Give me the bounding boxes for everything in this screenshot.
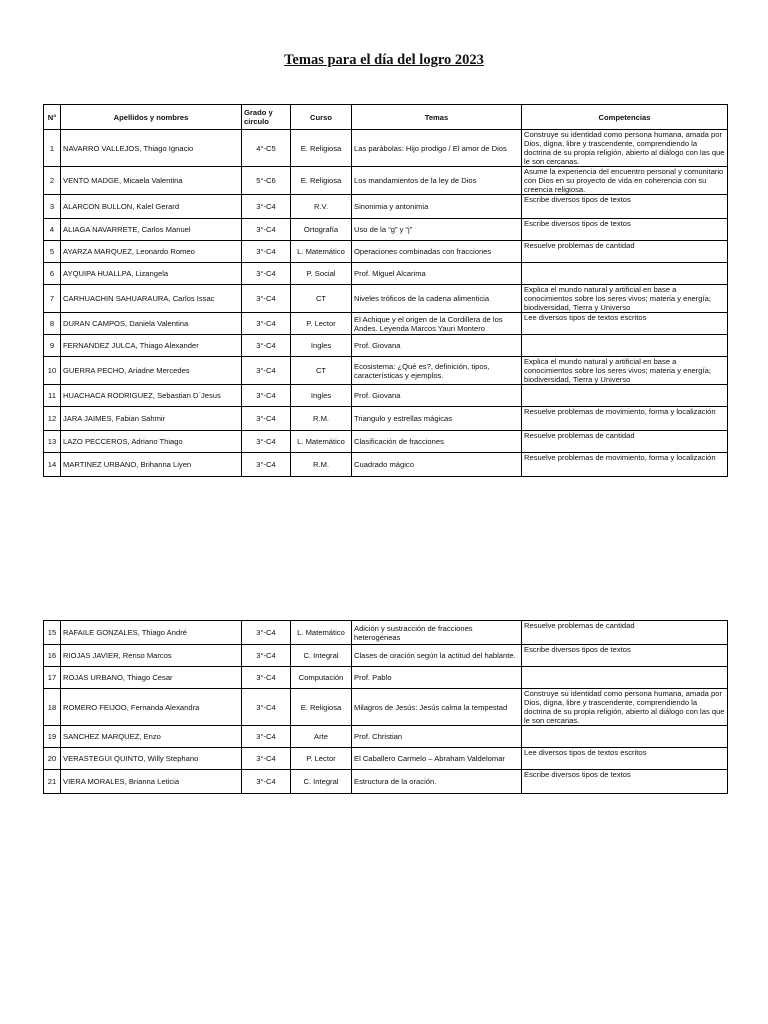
- topic: Cuadrado mágico: [352, 453, 522, 477]
- row-number: 9: [44, 335, 61, 357]
- topics-table-continued: [43, 620, 728, 794]
- competency: Construye su identidad como persona humana, amada por Dios, digna, libre y trascendente, comprendiendo la doctrina de su propia religión, abierto al diálogo con las que le son cercanas.: [522, 689, 728, 726]
- header-skills: Competencias: [522, 105, 728, 130]
- competency: [522, 667, 728, 689]
- grade-circle: 3°-C4: [242, 748, 291, 770]
- course: L. Matemático: [291, 431, 352, 453]
- table-row: [44, 385, 728, 407]
- header-row: [44, 105, 728, 130]
- grade-circle: 3°-C4: [242, 726, 291, 748]
- table-row: [44, 219, 728, 241]
- topic: Milagros de Jesús: Jesús calma la tempestad: [352, 689, 522, 726]
- student-name: RAFAILE GONZALES, Thiago André: [61, 621, 242, 645]
- grade-circle: 3°-C4: [242, 667, 291, 689]
- grade-circle: 3°-C4: [242, 357, 291, 385]
- course: L. Matemático: [291, 621, 352, 645]
- course: R.M.: [291, 453, 352, 477]
- table-row: [44, 313, 728, 335]
- header-grade: Grado y circulo: [242, 105, 291, 130]
- student-name: AYARZA MARQUEZ, Leonardo Romeo: [61, 241, 242, 263]
- row-number: 10: [44, 357, 61, 385]
- grade-circle: 5°-C6: [242, 167, 291, 195]
- grade-circle: 4°-C5: [242, 130, 291, 167]
- course: C. Integral: [291, 645, 352, 667]
- student-name: SANCHEZ MARQUEZ, Enzo: [61, 726, 242, 748]
- row-number: 6: [44, 263, 61, 285]
- row-number: 12: [44, 407, 61, 431]
- topic: Ecosistema: ¿Qué es?, definición, tipos, características y ejemplos.: [352, 357, 522, 385]
- competency: Construye su identidad como persona humana, amada por Dios, digna, libre y trascendente, comprendiendo la doctrina de su propia religión, abierto al diálogo con las que le son cercanas.: [522, 130, 728, 167]
- competency: [522, 335, 728, 357]
- table-row: [44, 667, 728, 689]
- table-row: [44, 285, 728, 313]
- topic: Uso de la “g” y “j”: [352, 219, 522, 241]
- topics-table: [43, 104, 728, 477]
- table-row: [44, 241, 728, 263]
- table-row: [44, 621, 728, 645]
- topic: Prof. Pablo: [352, 667, 522, 689]
- student-name: JARA JAIMES, Fabian Sahmir: [61, 407, 242, 431]
- topic: Adición y sustracción de fracciones heterogéneas: [352, 621, 522, 645]
- topic: Estructura de la oración.: [352, 770, 522, 794]
- course: L. Matemático: [291, 241, 352, 263]
- competency: Lee diversos tipos de textos escritos: [522, 313, 728, 335]
- grade-circle: 3°-C4: [242, 431, 291, 453]
- course: R.V.: [291, 195, 352, 219]
- competency: Resuelve problemas de movimiento, forma y localización: [522, 453, 728, 477]
- course: P. Lector: [291, 313, 352, 335]
- topic: Operaciones combinadas con fracciones: [352, 241, 522, 263]
- grade-circle: 3°-C4: [242, 335, 291, 357]
- course: E. Religiosa: [291, 130, 352, 167]
- competency: Resuelve problemas de cantidad: [522, 431, 728, 453]
- row-number: 17: [44, 667, 61, 689]
- row-number: 19: [44, 726, 61, 748]
- student-name: VIERA MORALES, Brianna Leticia: [61, 770, 242, 794]
- row-number: 21: [44, 770, 61, 794]
- grade-circle: 3°-C4: [242, 645, 291, 667]
- competency: Explica el mundo natural y artificial en base a conocimientos sobre los seres vivos; materia y energía; biodiversidad, Tierra y Universo: [522, 357, 728, 385]
- competency: [522, 263, 728, 285]
- course: P. Social: [291, 263, 352, 285]
- row-number: 15: [44, 621, 61, 645]
- row-number: 2: [44, 167, 61, 195]
- row-number: 4: [44, 219, 61, 241]
- table-row: [44, 263, 728, 285]
- course: Ingles: [291, 335, 352, 357]
- competency: Escribe diversos tipos de textos: [522, 219, 728, 241]
- student-name: AYQUIPA HUALLPA, Lizangela: [61, 263, 242, 285]
- student-name: VENTO MADGE, Micaela Valentina: [61, 167, 242, 195]
- topic: Niveles tróficos de la cadena alimenticia: [352, 285, 522, 313]
- course: P. Lector: [291, 748, 352, 770]
- course: E. Religiosa: [291, 689, 352, 726]
- row-number: 18: [44, 689, 61, 726]
- grade-circle: 3°-C4: [242, 621, 291, 645]
- course: Ortografía: [291, 219, 352, 241]
- topic: Las parábolas: Hijo prodigo / El amor de Dios: [352, 130, 522, 167]
- row-number: 20: [44, 748, 61, 770]
- row-number: 7: [44, 285, 61, 313]
- student-name: VERASTEGUI QUINTO, Willy Stephano: [61, 748, 242, 770]
- student-name: ALARCON BULLON, Kalel Gerard: [61, 195, 242, 219]
- topic: Prof. Miguel Alcarima: [352, 263, 522, 285]
- table-row: [44, 726, 728, 748]
- student-name: NAVARRO VALLEJOS, Thiago Ignacio: [61, 130, 242, 167]
- topic: Los mandamientos de la ley de Dios: [352, 167, 522, 195]
- topic: Clases de oración según la actitud del hablante.: [352, 645, 522, 667]
- table-row: [44, 130, 728, 167]
- table-row: [44, 689, 728, 726]
- grade-circle: 3°-C4: [242, 385, 291, 407]
- row-number: 1: [44, 130, 61, 167]
- table-row: [44, 453, 728, 477]
- student-name: RIOJAS JAVIER, Renso Marcos: [61, 645, 242, 667]
- course: C. Integral: [291, 770, 352, 794]
- competency: Asume la experiencia del encuentro personal y comunitario con Dios en su proyecto de vida en coherencia con su creencia religiosa.: [522, 167, 728, 195]
- student-name: LAZO PECCEROS, Adriano Thiago: [61, 431, 242, 453]
- header-topic: Temas: [352, 105, 522, 130]
- row-number: 13: [44, 431, 61, 453]
- competency: Escribe diversos tipos de textos: [522, 645, 728, 667]
- topic: Prof. Christian: [352, 726, 522, 748]
- topic: Prof. Giovana: [352, 335, 522, 357]
- header-course: Curso: [291, 105, 352, 130]
- document-title: Temas para el día del logro 2023: [284, 52, 484, 68]
- grade-circle: 3°-C4: [242, 195, 291, 219]
- student-name: GUERRA PECHO, Ariadne Mercedes: [61, 357, 242, 385]
- course: Ingles: [291, 385, 352, 407]
- table-body: [44, 130, 728, 477]
- row-number: 8: [44, 313, 61, 335]
- topic: Triangulo y estrellas mágicas: [352, 407, 522, 431]
- competency: [522, 385, 728, 407]
- competency: Resuelve problemas de movimiento, forma y localización: [522, 407, 728, 431]
- grade-circle: 3°-C4: [242, 241, 291, 263]
- competency: Lee diversos tipos de textos escritos: [522, 748, 728, 770]
- competency: Resuelve problemas de cantidad: [522, 621, 728, 645]
- table-row: [44, 167, 728, 195]
- student-name: ROJAS URBANO, Thiago Cesar: [61, 667, 242, 689]
- grade-circle: 3°-C4: [242, 285, 291, 313]
- table-row: [44, 335, 728, 357]
- student-name: DURAN CAMPOS, Daniela Valentina: [61, 313, 242, 335]
- student-name: FERNANDEZ JULCA, Thiago Alexander: [61, 335, 242, 357]
- row-number: 14: [44, 453, 61, 477]
- grade-circle: 3°-C4: [242, 770, 291, 794]
- row-number: 16: [44, 645, 61, 667]
- topic: Prof. Giovana: [352, 385, 522, 407]
- table-row: [44, 748, 728, 770]
- topic: Clasificación de fracciones: [352, 431, 522, 453]
- course: R.M.: [291, 407, 352, 431]
- topic: El Achique y el origen de la Cordillera de los Andes. Leyenda Marcos Yauri Montero: [352, 313, 522, 335]
- competency: [522, 726, 728, 748]
- row-number: 5: [44, 241, 61, 263]
- row-number: 11: [44, 385, 61, 407]
- student-name: ALIAGA NAVARRETE, Carlos Manuel: [61, 219, 242, 241]
- competency: Resuelve problemas de cantidad: [522, 241, 728, 263]
- header-num: N°: [44, 105, 61, 130]
- student-name: HUACHACA RODRIGUEZ, Sebastian D´Jesus: [61, 385, 242, 407]
- competency: Escribe diversos tipos de textos: [522, 195, 728, 219]
- topic: El Caballero Carmelo – Abraham Valdelomar: [352, 748, 522, 770]
- student-name: ROMERO FEIJOO, Fernanda Alexandra: [61, 689, 242, 726]
- course: Computación: [291, 667, 352, 689]
- topic: Sinonimia y antonimia: [352, 195, 522, 219]
- grade-circle: 3°-C4: [242, 407, 291, 431]
- course: CT: [291, 357, 352, 385]
- table-body: [44, 621, 728, 794]
- course: E. Religiosa: [291, 167, 352, 195]
- table-row: [44, 770, 728, 794]
- grade-circle: 3°-C4: [242, 313, 291, 335]
- grade-circle: 3°-C4: [242, 219, 291, 241]
- row-number: 3: [44, 195, 61, 219]
- course: CT: [291, 285, 352, 313]
- course: Arte: [291, 726, 352, 748]
- table-row: [44, 195, 728, 219]
- grade-circle: 3°-C4: [242, 263, 291, 285]
- competency: Explica el mundo natural y artificial en base a conocimientos sobre los seres vivos; materia y energía; biodiversidad, Tierra y Universo: [522, 285, 728, 313]
- table-row: [44, 357, 728, 385]
- table-row: [44, 431, 728, 453]
- header-name: Apellidos y nombres: [61, 105, 242, 130]
- competency: Escribe diversos tipos de textos: [522, 770, 728, 794]
- grade-circle: 3°-C4: [242, 689, 291, 726]
- student-name: CARHUACHIN SAHUARAURA, Carlos Issac: [61, 285, 242, 313]
- table-row: [44, 645, 728, 667]
- student-name: MARTINEZ URBANO, Brihanna Liyen: [61, 453, 242, 477]
- table-row: [44, 407, 728, 431]
- grade-circle: 3°-C4: [242, 453, 291, 477]
